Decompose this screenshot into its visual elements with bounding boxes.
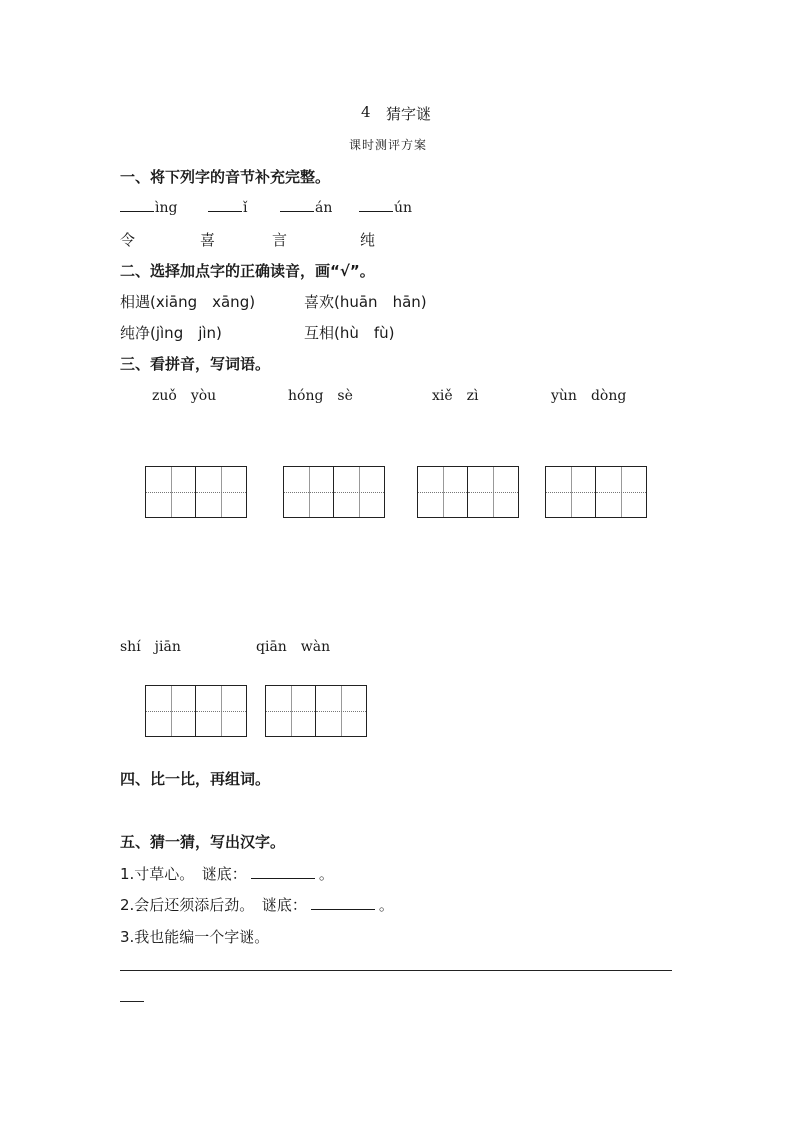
section5-heading: 五、猜一猜，写出汉字。 bbox=[120, 833, 286, 851]
grid-cell[interactable] bbox=[468, 467, 518, 517]
page-title: 猜字谜 bbox=[386, 105, 432, 123]
writing-grid-2[interactable] bbox=[283, 466, 385, 518]
blank-line bbox=[208, 199, 242, 212]
grid-cell[interactable] bbox=[146, 686, 196, 736]
riddle-1-text: 1.寸草心。 谜底： bbox=[120, 865, 247, 883]
word-pinyin-5: shí jiān bbox=[120, 639, 181, 655]
riddle-2-answer-line[interactable] bbox=[311, 895, 375, 910]
reading-choice-3[interactable]: 纯净(jìng jìn) bbox=[120, 324, 222, 342]
reading-choice-1[interactable]: 相遇(xiāng xāng) bbox=[120, 293, 256, 311]
riddle-1 bbox=[120, 863, 334, 884]
character-1: 令 bbox=[120, 231, 136, 249]
riddle-2-text: 2.会后还须添后劲。 谜底： bbox=[120, 896, 307, 914]
blank-line bbox=[280, 199, 314, 212]
pinyin-suffix: ún bbox=[394, 200, 413, 216]
grid-cell[interactable] bbox=[418, 467, 468, 517]
grid-cell[interactable] bbox=[284, 467, 334, 517]
grid-cell[interactable] bbox=[546, 467, 596, 517]
word-pinyin-6: qiān wàn bbox=[256, 639, 331, 655]
word-pinyin-1: zuǒ yòu bbox=[152, 388, 217, 404]
lesson-number: 4 bbox=[361, 103, 371, 121]
page-subtitle: 课时测评方案 bbox=[349, 138, 428, 152]
grid-cell[interactable] bbox=[196, 467, 246, 517]
pinyin-blank-3[interactable] bbox=[280, 199, 332, 216]
grid-cell[interactable] bbox=[146, 467, 196, 517]
writing-grid-4[interactable] bbox=[545, 466, 647, 518]
word-pinyin-3: xiě zì bbox=[432, 388, 479, 404]
riddle-3: 3.我也能编一个字谜。 bbox=[120, 928, 270, 946]
writing-grid-5[interactable] bbox=[145, 685, 247, 737]
reading-choice-4[interactable]: 互相(hù fù) bbox=[304, 324, 395, 342]
word-pinyin-4: yùn dòng bbox=[551, 388, 627, 404]
character-4: 纯 bbox=[360, 231, 376, 249]
grid-cell[interactable] bbox=[196, 686, 246, 736]
writing-grid-1[interactable] bbox=[145, 466, 247, 518]
character-2: 喜 bbox=[200, 231, 216, 249]
pinyin-suffix: ìng bbox=[155, 200, 178, 216]
pinyin-blank-4[interactable] bbox=[359, 199, 412, 216]
writing-grid-3[interactable] bbox=[417, 466, 519, 518]
pinyin-suffix: án bbox=[315, 200, 333, 216]
pinyin-blank-1[interactable] bbox=[120, 199, 177, 216]
section1-heading: 一、将下列字的音节补充完整。 bbox=[120, 168, 331, 186]
section4-heading: 四、比一比，再组词。 bbox=[120, 770, 271, 788]
riddle-1-end: 。 bbox=[318, 865, 334, 883]
pinyin-suffix: ǐ bbox=[243, 200, 248, 216]
riddle-2 bbox=[120, 894, 394, 915]
writing-grid-6[interactable] bbox=[265, 685, 367, 737]
grid-cell[interactable] bbox=[266, 686, 316, 736]
answer-line-short[interactable] bbox=[120, 1001, 144, 1002]
grid-cell[interactable] bbox=[316, 686, 366, 736]
blank-line bbox=[359, 199, 393, 212]
grid-cell[interactable] bbox=[596, 467, 646, 517]
section3-heading: 三、看拼音，写词语。 bbox=[120, 355, 271, 373]
blank-line bbox=[120, 199, 154, 212]
word-pinyin-2: hóng sè bbox=[288, 388, 353, 404]
section2-heading: 二、选择加点字的正确读音，画“√”。 bbox=[120, 262, 375, 280]
answer-line-long[interactable] bbox=[120, 970, 672, 971]
riddle-1-answer-line[interactable] bbox=[251, 864, 315, 879]
reading-choice-2[interactable]: 喜欢(huān hān) bbox=[304, 293, 427, 311]
grid-cell[interactable] bbox=[334, 467, 384, 517]
character-3: 言 bbox=[272, 231, 288, 249]
pinyin-blank-2[interactable] bbox=[208, 199, 247, 216]
riddle-2-end: 。 bbox=[378, 896, 394, 914]
